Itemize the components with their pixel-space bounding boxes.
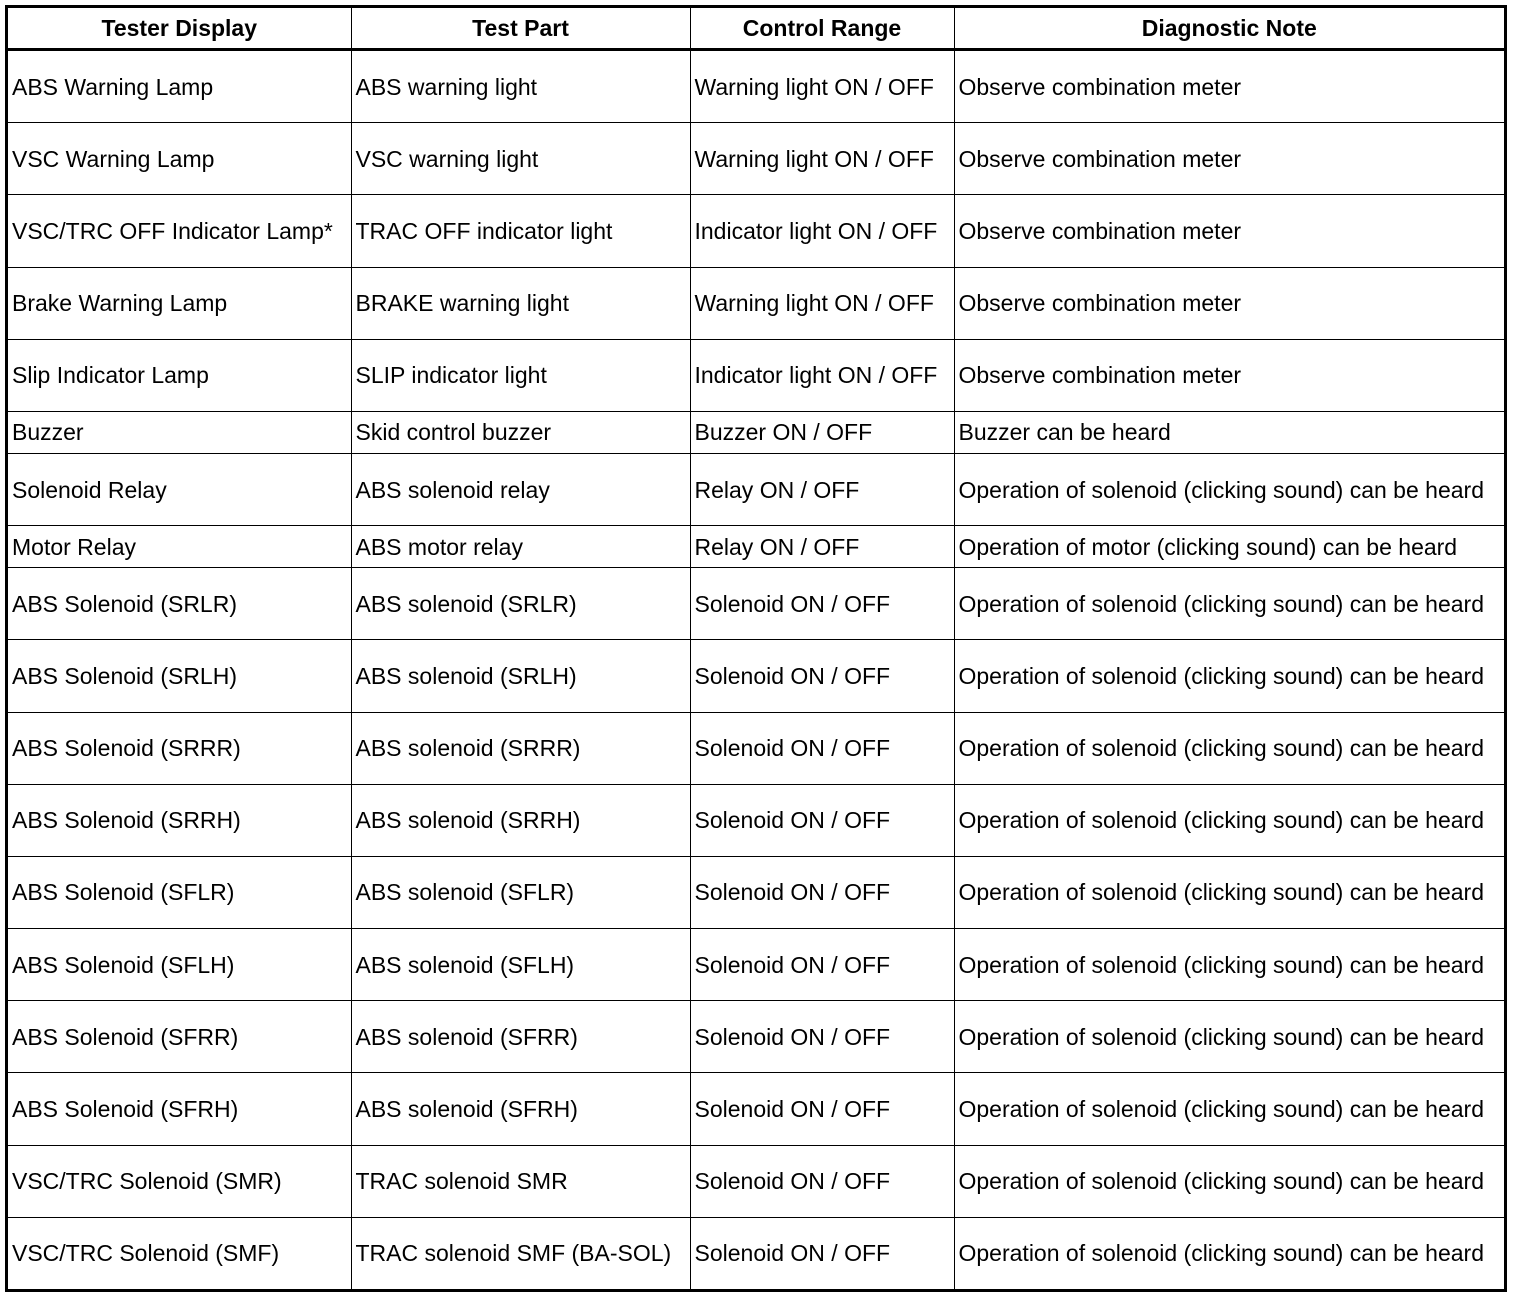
cell-test-part: TRAC solenoid SMR: [351, 1145, 690, 1217]
cell-control-range: Solenoid ON / OFF: [690, 1145, 954, 1217]
cell-test-part: ABS solenoid (SRRH): [351, 784, 690, 856]
active-test-table: [8, 8, 1504, 1289]
cell-control-range: Solenoid ON / OFF: [690, 1001, 954, 1073]
cell-test-part: ABS solenoid (SFLH): [351, 929, 690, 1001]
cell-diagnostic-note: Operation of solenoid (clicking sound) can be heard: [954, 712, 1504, 784]
cell-tester-display: ABS Solenoid (SFRH): [8, 1073, 351, 1145]
cell-diagnostic-note: Observe combination meter: [954, 195, 1504, 267]
cell-test-part: ABS solenoid (SRRR): [351, 712, 690, 784]
table-row: [8, 526, 1504, 568]
table-row: [8, 856, 1504, 928]
table-row: [8, 568, 1504, 640]
cell-diagnostic-note: Operation of solenoid (clicking sound) can be heard: [954, 1217, 1504, 1289]
cell-control-range: Indicator light ON / OFF: [690, 195, 954, 267]
cell-control-range: Solenoid ON / OFF: [690, 1073, 954, 1145]
table-row: [8, 453, 1504, 525]
table-row: [8, 123, 1504, 195]
cell-tester-display: VSC/TRC OFF Indicator Lamp*: [8, 195, 351, 267]
table-row: [8, 784, 1504, 856]
cell-test-part: Skid control buzzer: [351, 411, 690, 453]
cell-control-range: Solenoid ON / OFF: [690, 784, 954, 856]
active-test-table-frame: [5, 5, 1507, 1292]
table-row: [8, 712, 1504, 784]
cell-control-range: Buzzer ON / OFF: [690, 411, 954, 453]
cell-diagnostic-note: Observe combination meter: [954, 267, 1504, 339]
cell-control-range: Warning light ON / OFF: [690, 267, 954, 339]
cell-test-part: TRAC OFF indicator light: [351, 195, 690, 267]
cell-tester-display: ABS Solenoid (SRLR): [8, 568, 351, 640]
cell-tester-display: ABS Warning Lamp: [8, 50, 351, 123]
header-test-part: Test Part: [351, 8, 690, 50]
cell-control-range: Solenoid ON / OFF: [690, 568, 954, 640]
cell-control-range: Solenoid ON / OFF: [690, 856, 954, 928]
cell-tester-display: Motor Relay: [8, 526, 351, 568]
cell-tester-display: ABS Solenoid (SFLH): [8, 929, 351, 1001]
table-row: [8, 929, 1504, 1001]
cell-control-range: Indicator light ON / OFF: [690, 339, 954, 411]
cell-control-range: Warning light ON / OFF: [690, 50, 954, 123]
cell-control-range: Solenoid ON / OFF: [690, 929, 954, 1001]
cell-test-part: SLIP indicator light: [351, 339, 690, 411]
table-header-row: [8, 8, 1504, 50]
cell-test-part: ABS solenoid (SFRH): [351, 1073, 690, 1145]
cell-diagnostic-note: Operation of solenoid (clicking sound) can be heard: [954, 640, 1504, 712]
table-row: [8, 339, 1504, 411]
table-row: [8, 1145, 1504, 1217]
cell-control-range: Solenoid ON / OFF: [690, 712, 954, 784]
cell-diagnostic-note: Observe combination meter: [954, 50, 1504, 123]
cell-test-part: VSC warning light: [351, 123, 690, 195]
cell-diagnostic-note: Operation of solenoid (clicking sound) can be heard: [954, 929, 1504, 1001]
cell-diagnostic-note: Operation of motor (clicking sound) can be heard: [954, 526, 1504, 568]
cell-diagnostic-note: Operation of solenoid (clicking sound) can be heard: [954, 453, 1504, 525]
cell-tester-display: Slip Indicator Lamp: [8, 339, 351, 411]
cell-diagnostic-note: Observe combination meter: [954, 123, 1504, 195]
cell-tester-display: ABS Solenoid (SRRH): [8, 784, 351, 856]
table-row: [8, 1001, 1504, 1073]
cell-diagnostic-note: Operation of solenoid (clicking sound) can be heard: [954, 568, 1504, 640]
table-row: [8, 411, 1504, 453]
cell-test-part: ABS solenoid relay: [351, 453, 690, 525]
cell-test-part: ABS solenoid (SFLR): [351, 856, 690, 928]
cell-diagnostic-note: Operation of solenoid (clicking sound) can be heard: [954, 784, 1504, 856]
cell-tester-display: VSC/TRC Solenoid (SMF): [8, 1217, 351, 1289]
cell-control-range: Relay ON / OFF: [690, 453, 954, 525]
cell-tester-display: ABS Solenoid (SRRR): [8, 712, 351, 784]
header-control-range: Control Range: [690, 8, 954, 50]
header-diagnostic-note: Diagnostic Note: [954, 8, 1504, 50]
cell-tester-display: VSC Warning Lamp: [8, 123, 351, 195]
table-row: [8, 267, 1504, 339]
cell-test-part: ABS motor relay: [351, 526, 690, 568]
cell-control-range: Relay ON / OFF: [690, 526, 954, 568]
table-row: [8, 50, 1504, 123]
cell-tester-display: ABS Solenoid (SFRR): [8, 1001, 351, 1073]
cell-control-range: Solenoid ON / OFF: [690, 1217, 954, 1289]
cell-diagnostic-note: Operation of solenoid (clicking sound) can be heard: [954, 1001, 1504, 1073]
cell-test-part: ABS solenoid (SFRR): [351, 1001, 690, 1073]
cell-control-range: Solenoid ON / OFF: [690, 640, 954, 712]
cell-test-part: ABS solenoid (SRLR): [351, 568, 690, 640]
cell-diagnostic-note: Operation of solenoid (clicking sound) can be heard: [954, 856, 1504, 928]
cell-diagnostic-note: Operation of solenoid (clicking sound) can be heard: [954, 1073, 1504, 1145]
table-row: [8, 640, 1504, 712]
cell-tester-display: VSC/TRC Solenoid (SMR): [8, 1145, 351, 1217]
table-row: [8, 1217, 1504, 1289]
cell-tester-display: Buzzer: [8, 411, 351, 453]
header-tester-display: Tester Display: [8, 8, 351, 50]
cell-tester-display: Brake Warning Lamp: [8, 267, 351, 339]
cell-tester-display: Solenoid Relay: [8, 453, 351, 525]
cell-test-part: TRAC solenoid SMF (BA-SOL): [351, 1217, 690, 1289]
cell-diagnostic-note: Operation of solenoid (clicking sound) can be heard: [954, 1145, 1504, 1217]
cell-test-part: ABS warning light: [351, 50, 690, 123]
table-row: [8, 195, 1504, 267]
cell-diagnostic-note: Observe combination meter: [954, 339, 1504, 411]
cell-test-part: BRAKE warning light: [351, 267, 690, 339]
cell-diagnostic-note: Buzzer can be heard: [954, 411, 1504, 453]
cell-tester-display: ABS Solenoid (SFLR): [8, 856, 351, 928]
cell-control-range: Warning light ON / OFF: [690, 123, 954, 195]
table-row: [8, 1073, 1504, 1145]
cell-test-part: ABS solenoid (SRLH): [351, 640, 690, 712]
cell-tester-display: ABS Solenoid (SRLH): [8, 640, 351, 712]
